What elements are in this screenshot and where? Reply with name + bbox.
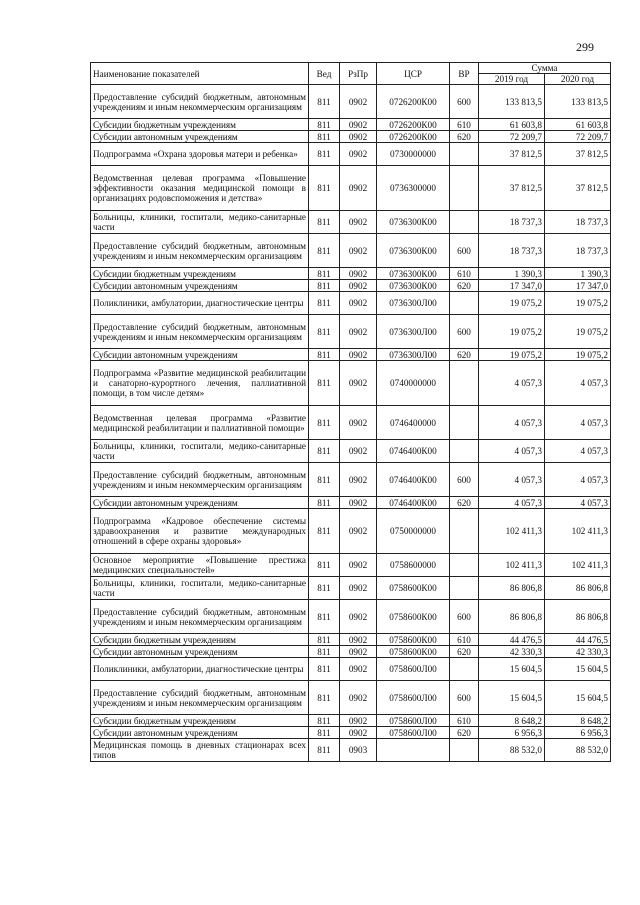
- row-sum-2019: 61 603,8: [479, 119, 545, 131]
- row-vr: 620: [450, 131, 479, 143]
- row-sum-2019: 15 604,5: [479, 681, 545, 715]
- row-sum-2020: 8 648,2: [545, 715, 611, 727]
- row-ved: 811: [309, 85, 340, 119]
- row-sum-2020: 6 956,3: [545, 727, 611, 739]
- row-csr: 0746400000: [377, 406, 450, 440]
- table-row: [91, 211, 611, 234]
- row-rzpr: 0902: [340, 440, 377, 463]
- row-ved: 811: [309, 143, 340, 166]
- row-vr: 610: [450, 715, 479, 727]
- row-csr: 0746400К00: [377, 497, 450, 509]
- row-sum-2019: 37 812,5: [479, 143, 545, 166]
- row-rzpr: 0902: [340, 577, 377, 600]
- row-rzpr: 0902: [340, 681, 377, 715]
- row-ved: 811: [309, 119, 340, 131]
- row-vr: [450, 406, 479, 440]
- row-name: Субсидии бюджетным учреждениям: [91, 119, 309, 131]
- row-sum-2019: 19 075,2: [479, 315, 545, 349]
- row-name: Субсидии бюджетным учреждениям: [91, 715, 309, 727]
- row-name: Поликлиники, амбулатории, диагностические центры: [91, 658, 309, 681]
- row-rzpr: 0902: [340, 119, 377, 131]
- row-rzpr: 0902: [340, 234, 377, 268]
- row-vr: 600: [450, 85, 479, 119]
- row-sum-2019: 88 532,0: [479, 739, 545, 762]
- row-sum-2019: 133 813,5: [479, 85, 545, 119]
- row-csr: 0758600000: [377, 554, 450, 577]
- row-sum-2020: 1 390,3: [545, 268, 611, 280]
- row-ved: 811: [309, 361, 340, 406]
- row-csr: 0736300Л00: [377, 292, 450, 315]
- table-row: [91, 634, 611, 646]
- row-sum-2019: 8 648,2: [479, 715, 545, 727]
- row-name: Предоставление субсидий бюджетным, автономным учреждениям и иным некоммерческим организациям: [91, 463, 309, 497]
- header-rzpr: РзПр: [340, 63, 377, 85]
- table-row: [91, 577, 611, 600]
- row-ved: 811: [309, 497, 340, 509]
- row-csr: 0758600К00: [377, 634, 450, 646]
- row-name: Больницы, клиники, госпитали, медико-санитарные части: [91, 440, 309, 463]
- row-rzpr: 0902: [340, 166, 377, 211]
- row-ved: 811: [309, 600, 340, 634]
- row-csr: 0758600Л00: [377, 715, 450, 727]
- header-year-2019: 2019 год: [479, 74, 545, 85]
- table-row: [91, 119, 611, 131]
- header-vr: ВР: [450, 63, 479, 85]
- row-name: Субсидии автономным учреждениям: [91, 497, 309, 509]
- row-sum-2020: 4 057,3: [545, 440, 611, 463]
- row-name: Субсидии автономным учреждениям: [91, 280, 309, 292]
- row-sum-2020: 88 532,0: [545, 739, 611, 762]
- row-rzpr: 0902: [340, 715, 377, 727]
- table-row: [91, 268, 611, 280]
- row-ved: 811: [309, 509, 340, 554]
- table-row: [91, 440, 611, 463]
- row-name: Предоставление субсидий бюджетным, автономным учреждениям и иным некоммерческим организациям: [91, 85, 309, 119]
- row-csr: 0758600К00: [377, 577, 450, 600]
- row-csr: 0746400К00: [377, 440, 450, 463]
- row-sum-2019: 4 057,3: [479, 361, 545, 406]
- row-sum-2020: 72 209,7: [545, 131, 611, 143]
- table-row: [91, 85, 611, 119]
- row-rzpr: 0902: [340, 131, 377, 143]
- row-name: Субсидии бюджетным учреждениям: [91, 634, 309, 646]
- row-name: Ведомственная целевая программа «Развитие медицинской реабилитации и паллиативной помощи»: [91, 406, 309, 440]
- row-sum-2020: 4 057,3: [545, 406, 611, 440]
- row-vr: 600: [450, 315, 479, 349]
- row-name: Субсидии бюджетным учреждениям: [91, 268, 309, 280]
- row-rzpr: 0902: [340, 634, 377, 646]
- row-rzpr: 0902: [340, 211, 377, 234]
- row-sum-2019: 19 075,2: [479, 292, 545, 315]
- row-name: Поликлиники, амбулатории, диагностические центры: [91, 292, 309, 315]
- row-vr: 620: [450, 497, 479, 509]
- row-name: Ведомственная целевая программа «Повышение эффективности оказания медицинской помощи в организациях родовспоможения и детства»: [91, 166, 309, 211]
- row-csr: [377, 739, 450, 762]
- table-row: [91, 166, 611, 211]
- row-vr: 620: [450, 646, 479, 658]
- table-row: [91, 646, 611, 658]
- row-vr: [450, 143, 479, 166]
- row-sum-2020: 61 603,8: [545, 119, 611, 131]
- row-vr: 620: [450, 349, 479, 361]
- row-ved: 811: [309, 577, 340, 600]
- row-csr: 0726200К00: [377, 85, 450, 119]
- row-sum-2020: 19 075,2: [545, 349, 611, 361]
- row-csr: 0740000000: [377, 361, 450, 406]
- row-rzpr: 0902: [340, 315, 377, 349]
- row-ved: 811: [309, 406, 340, 440]
- row-csr: 0726200К00: [377, 131, 450, 143]
- row-rzpr: 0902: [340, 658, 377, 681]
- row-sum-2019: 4 057,3: [479, 497, 545, 509]
- row-name: Подпрограмма «Кадровое обеспечение системы здравоохранения и развитие международных отношений в сфере охраны здоровья»: [91, 509, 309, 554]
- row-rzpr: 0902: [340, 280, 377, 292]
- row-sum-2019: 18 737,3: [479, 234, 545, 268]
- row-vr: [450, 554, 479, 577]
- table-body: [91, 85, 611, 762]
- table-row: [91, 497, 611, 509]
- row-sum-2020: 19 075,2: [545, 292, 611, 315]
- row-name: Подпрограмма «Охрана здоровья матери и ребенка»: [91, 143, 309, 166]
- row-ved: 811: [309, 634, 340, 646]
- row-sum-2020: 4 057,3: [545, 361, 611, 406]
- table-header: [91, 63, 611, 85]
- table-row: [91, 361, 611, 406]
- row-ved: 811: [309, 349, 340, 361]
- row-sum-2020: 133 813,5: [545, 85, 611, 119]
- row-vr: 610: [450, 119, 479, 131]
- row-sum-2020: 86 806,8: [545, 600, 611, 634]
- row-ved: 811: [309, 463, 340, 497]
- row-csr: 0736300К00: [377, 211, 450, 234]
- row-name: Предоставление субсидий бюджетным, автономным учреждениям и иным некоммерческим организациям: [91, 234, 309, 268]
- row-sum-2019: 102 411,3: [479, 509, 545, 554]
- header-name: Наименование показателей: [91, 63, 309, 85]
- row-vr: [450, 292, 479, 315]
- row-name: Подпрограмма «Развитие медицинской реабилитации и санаторно-курортного лечения, паллиативной помощи, в том числе детям»: [91, 361, 309, 406]
- row-sum-2019: 6 956,3: [479, 727, 545, 739]
- row-csr: 0736300Л00: [377, 315, 450, 349]
- row-vr: 610: [450, 268, 479, 280]
- header-sum: Сумма: [479, 63, 611, 74]
- row-rzpr: 0902: [340, 554, 377, 577]
- table-row: [91, 463, 611, 497]
- row-ved: 811: [309, 131, 340, 143]
- row-sum-2020: 86 806,8: [545, 577, 611, 600]
- row-vr: 600: [450, 681, 479, 715]
- table-row: [91, 406, 611, 440]
- row-csr: 0736300000: [377, 166, 450, 211]
- row-sum-2019: 4 057,3: [479, 406, 545, 440]
- row-vr: [450, 509, 479, 554]
- row-rzpr: 0902: [340, 646, 377, 658]
- row-ved: 811: [309, 440, 340, 463]
- budget-table: [90, 62, 611, 762]
- header-ved: Вед: [309, 63, 340, 85]
- row-ved: 811: [309, 280, 340, 292]
- row-ved: 811: [309, 292, 340, 315]
- row-rzpr: 0902: [340, 509, 377, 554]
- row-sum-2019: 72 209,7: [479, 131, 545, 143]
- row-vr: [450, 211, 479, 234]
- row-csr: 0726200К00: [377, 119, 450, 131]
- row-sum-2019: 18 737,3: [479, 211, 545, 234]
- row-sum-2020: 15 604,5: [545, 681, 611, 715]
- row-sum-2020: 19 075,2: [545, 315, 611, 349]
- row-name: Предоставление субсидий бюджетным, автономным учреждениям и иным некоммерческим организациям: [91, 600, 309, 634]
- table-row: [91, 292, 611, 315]
- table-row: [91, 715, 611, 727]
- row-rzpr: 0903: [340, 739, 377, 762]
- table-row: [91, 681, 611, 715]
- row-sum-2020: 42 330,3: [545, 646, 611, 658]
- row-vr: 600: [450, 463, 479, 497]
- table-row: [91, 234, 611, 268]
- row-vr: 620: [450, 727, 479, 739]
- table-row: [91, 509, 611, 554]
- row-sum-2020: 44 476,5: [545, 634, 611, 646]
- row-sum-2020: 4 057,3: [545, 497, 611, 509]
- row-vr: [450, 166, 479, 211]
- row-vr: 620: [450, 280, 479, 292]
- table-row: [91, 727, 611, 739]
- table-row: [91, 554, 611, 577]
- row-vr: [450, 361, 479, 406]
- row-sum-2020: 37 812,5: [545, 143, 611, 166]
- table-row: [91, 349, 611, 361]
- row-ved: 811: [309, 739, 340, 762]
- row-ved: 811: [309, 646, 340, 658]
- row-sum-2020: 18 737,3: [545, 211, 611, 234]
- row-rzpr: 0902: [340, 406, 377, 440]
- row-csr: 0730000000: [377, 143, 450, 166]
- row-ved: 811: [309, 268, 340, 280]
- row-csr: 0736300К00: [377, 268, 450, 280]
- row-csr: 0746400К00: [377, 463, 450, 497]
- row-sum-2020: 102 411,3: [545, 554, 611, 577]
- row-ved: 811: [309, 727, 340, 739]
- row-csr: 0736300Л00: [377, 349, 450, 361]
- row-name: Больницы, клиники, госпитали, медико-санитарные части: [91, 211, 309, 234]
- row-vr: 600: [450, 234, 479, 268]
- row-csr: 0758600К00: [377, 600, 450, 634]
- row-sum-2020: 37 812,5: [545, 166, 611, 211]
- row-vr: 600: [450, 600, 479, 634]
- row-csr: 0758600К00: [377, 646, 450, 658]
- table-row: [91, 143, 611, 166]
- row-sum-2019: 4 057,3: [479, 440, 545, 463]
- row-vr: [450, 739, 479, 762]
- row-rzpr: 0902: [340, 727, 377, 739]
- row-sum-2019: 4 057,3: [479, 463, 545, 497]
- row-name: Предоставление субсидий бюджетным, автономным учреждениям и иным некоммерческим организациям: [91, 315, 309, 349]
- row-rzpr: 0902: [340, 600, 377, 634]
- table-row: [91, 600, 611, 634]
- row-ved: 811: [309, 715, 340, 727]
- row-rzpr: 0902: [340, 361, 377, 406]
- row-name: Медицинская помощь в дневных стационарах всех типов: [91, 739, 309, 762]
- row-vr: [450, 658, 479, 681]
- row-rzpr: 0902: [340, 497, 377, 509]
- row-ved: 811: [309, 681, 340, 715]
- row-name: Больницы, клиники, госпитали, медико-санитарные части: [91, 577, 309, 600]
- row-rzpr: 0902: [340, 349, 377, 361]
- row-rzpr: 0902: [340, 292, 377, 315]
- row-sum-2020: 102 411,3: [545, 509, 611, 554]
- row-rzpr: 0902: [340, 143, 377, 166]
- row-ved: 811: [309, 554, 340, 577]
- row-sum-2019: 1 390,3: [479, 268, 545, 280]
- row-name: Предоставление субсидий бюджетным, автономным учреждениям и иным некоммерческим организациям: [91, 681, 309, 715]
- table-row: [91, 280, 611, 292]
- row-csr: 0736300К00: [377, 234, 450, 268]
- row-rzpr: 0902: [340, 268, 377, 280]
- row-sum-2020: 4 057,3: [545, 463, 611, 497]
- row-rzpr: 0902: [340, 463, 377, 497]
- row-vr: 610: [450, 634, 479, 646]
- row-csr: 0758600Л00: [377, 658, 450, 681]
- row-vr: [450, 440, 479, 463]
- table-row: [91, 658, 611, 681]
- row-ved: 811: [309, 211, 340, 234]
- row-sum-2019: 86 806,8: [479, 577, 545, 600]
- row-sum-2019: 17 347,0: [479, 280, 545, 292]
- table-row: [91, 739, 611, 762]
- row-csr: 0750000000: [377, 509, 450, 554]
- table-row: [91, 131, 611, 143]
- row-sum-2020: 18 737,3: [545, 234, 611, 268]
- row-ved: 811: [309, 166, 340, 211]
- row-rzpr: 0902: [340, 85, 377, 119]
- row-sum-2019: 44 476,5: [479, 634, 545, 646]
- row-name: Субсидии автономным учреждениям: [91, 646, 309, 658]
- row-name: Субсидии автономным учреждениям: [91, 349, 309, 361]
- row-sum-2019: 15 604,5: [479, 658, 545, 681]
- header-year-2020: 2020 год: [545, 74, 611, 85]
- header-csr: ЦСР: [377, 63, 450, 85]
- row-sum-2019: 86 806,8: [479, 600, 545, 634]
- row-sum-2019: 102 411,3: [479, 554, 545, 577]
- row-ved: 811: [309, 234, 340, 268]
- page-number: 299: [576, 40, 594, 54]
- row-csr: 0758600Л00: [377, 681, 450, 715]
- table-row: [91, 315, 611, 349]
- row-csr: 0758600Л00: [377, 727, 450, 739]
- row-vr: [450, 577, 479, 600]
- row-name: Основное мероприятие «Повышение престижа медицинских специальностей»: [91, 554, 309, 577]
- row-ved: 811: [309, 658, 340, 681]
- row-sum-2019: 42 330,3: [479, 646, 545, 658]
- row-sum-2020: 17 347,0: [545, 280, 611, 292]
- row-csr: 0736300К00: [377, 280, 450, 292]
- row-sum-2020: 15 604,5: [545, 658, 611, 681]
- row-name: Субсидии автономным учреждениям: [91, 131, 309, 143]
- row-name: Субсидии автономным учреждениям: [91, 727, 309, 739]
- row-sum-2019: 37 812,5: [479, 166, 545, 211]
- row-sum-2019: 19 075,2: [479, 349, 545, 361]
- row-ved: 811: [309, 315, 340, 349]
